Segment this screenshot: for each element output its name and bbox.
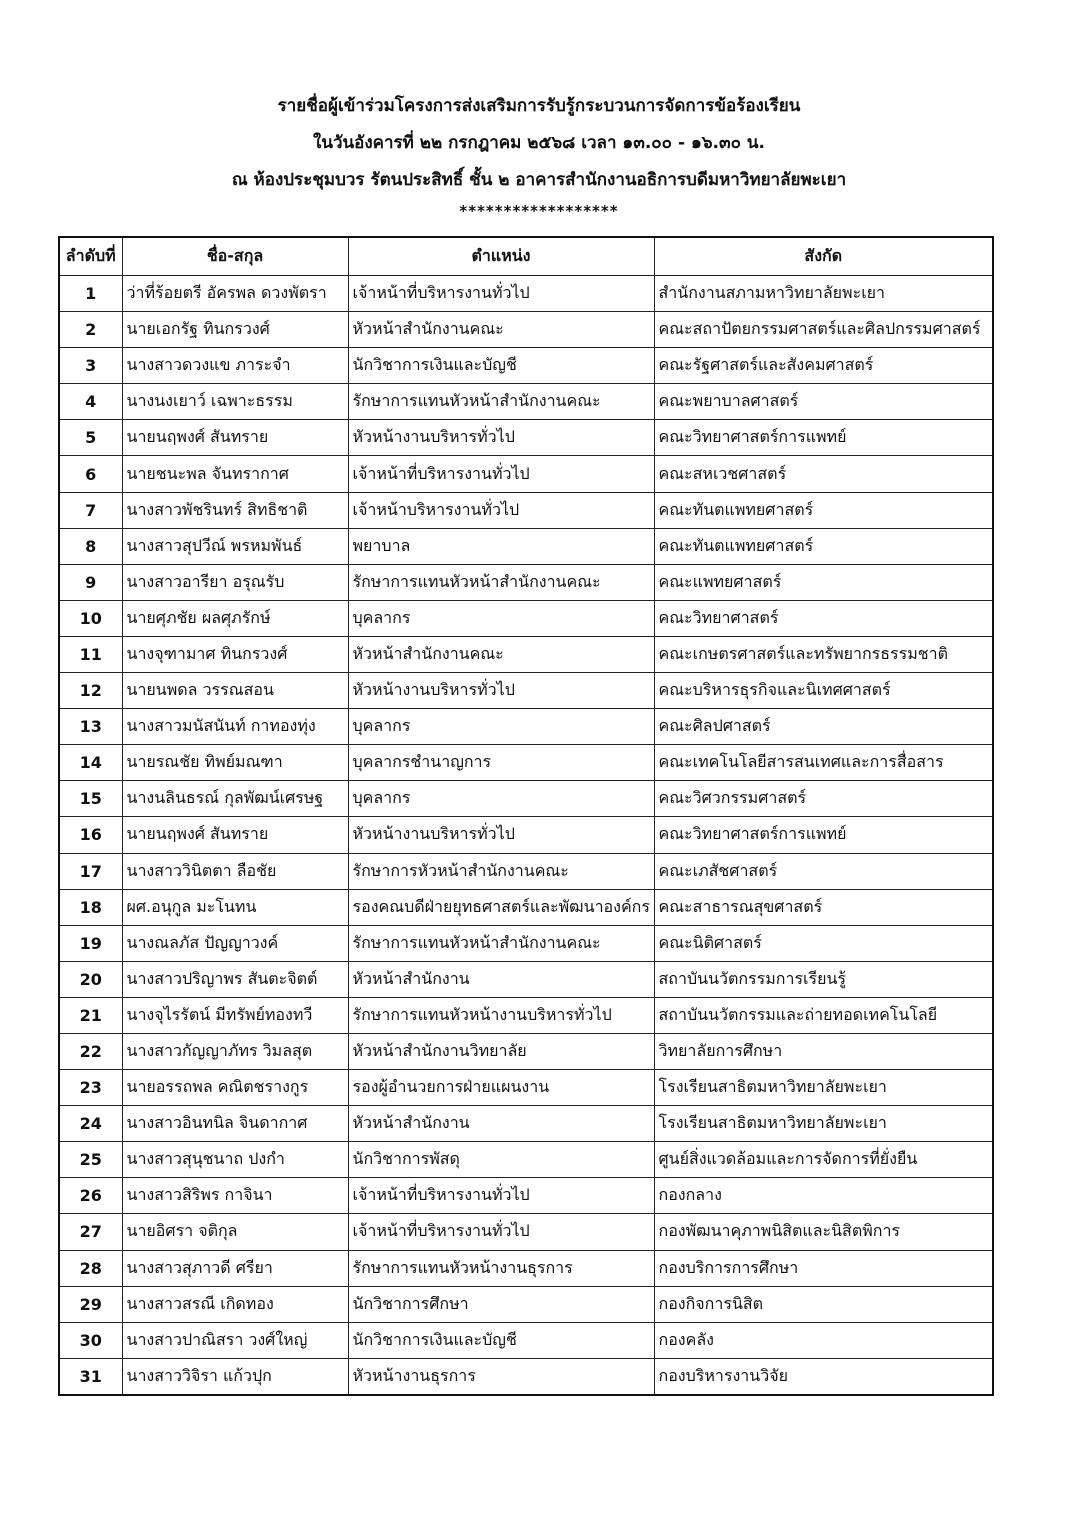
- participant-position: รองคณบดีฝ่ายยุทธศาสตร์และพัฒนาองค์กร: [348, 889, 654, 925]
- participant-position: บุคลากร: [348, 600, 654, 636]
- participant-name: ว่าที่ร้อยตรี อัครพล ดวงพัตรา: [122, 276, 348, 312]
- table-row: [59, 889, 993, 925]
- participant-name: ผศ.อนุกูล มะโนทน: [122, 889, 348, 925]
- participant-name: นายนฤพงศ์ สันทราย: [122, 420, 348, 456]
- participant-name: นางสาวสุนุชนาถ ปงกำ: [122, 1142, 348, 1178]
- participant-affiliation: สถาบันนวัตกรรมและถ่ายทอดเทคโนโลยี: [654, 997, 993, 1033]
- participant-position: รักษาการแทนหัวหน้าสำนักงานคณะ: [348, 564, 654, 600]
- table-row: [59, 1322, 993, 1358]
- row-number: 16: [59, 817, 122, 853]
- participant-position: รักษาการแทนหัวหน้าสำนักงานคณะ: [348, 384, 654, 420]
- table-row: [59, 1070, 993, 1106]
- participant-position: หัวหน้าสำนักงาน: [348, 961, 654, 997]
- participant-name: นางสาวอารียา อรุณรับ: [122, 564, 348, 600]
- participant-affiliation: คณะวิทยาศาสตร์การแพทย์: [654, 420, 993, 456]
- asterisk-separator: ******************: [459, 202, 619, 220]
- row-number: 27: [59, 1214, 122, 1250]
- table-row: [59, 1142, 993, 1178]
- participant-position: เจ้าหน้าที่บริหารงานทั่วไป: [348, 276, 654, 312]
- participant-affiliation: คณะสาธารณสุขศาสตร์: [654, 889, 993, 925]
- participant-position: หัวหน้าสำนักงานคณะ: [348, 636, 654, 672]
- participant-affiliation: สำนักงานสภามหาวิทยาลัยพะเยา: [654, 276, 993, 312]
- participant-affiliation: คณะศิลปศาสตร์: [654, 709, 993, 745]
- participant-name: นางนงเยาว์ เฉพาะธรรม: [122, 384, 348, 420]
- participant-position: หัวหน้างานบริหารทั่วไป: [348, 420, 654, 456]
- table-row: [59, 709, 993, 745]
- table-row: [59, 1033, 993, 1069]
- participant-affiliation: โรงเรียนสาธิตมหาวิทยาลัยพะเยา: [654, 1106, 993, 1142]
- row-number: 30: [59, 1322, 122, 1358]
- row-number: 3: [59, 348, 122, 384]
- table-body: [59, 276, 993, 1395]
- participant-position: เจ้าหน้าที่บริหารงานทั่วไป: [348, 456, 654, 492]
- table-row: [59, 276, 993, 312]
- document-title: รายชื่อผู้เข้าร่วมโครงการส่งเสริมการรับรู้กระบวนการจัดการข้อร้องเรียน: [277, 96, 801, 116]
- participant-affiliation: คณะเภสัชศาสตร์: [654, 853, 993, 889]
- table-row: [59, 600, 993, 636]
- participant-name: นางสาวกัญญาภัทร วิมลสุต: [122, 1033, 348, 1069]
- row-number: 4: [59, 384, 122, 420]
- table-row: [59, 1358, 993, 1395]
- participant-name: นางสาวดวงแข ภาระจำ: [122, 348, 348, 384]
- participant-position: บุคลากรชำนาญการ: [348, 745, 654, 781]
- participant-name: นางสาวปาณิสรา วงศ์ใหญ่: [122, 1322, 348, 1358]
- participant-affiliation: คณะพยาบาลศาสตร์: [654, 384, 993, 420]
- row-number: 13: [59, 709, 122, 745]
- participant-position: พยาบาล: [348, 528, 654, 564]
- participant-affiliation: ศูนย์สิ่งแวดล้อมและการจัดการที่ยั่งยืน: [654, 1142, 993, 1178]
- column-header-name: ชื่อ-สกุล: [122, 237, 348, 276]
- participant-name: นางสาวมนัสนันท์ กาทองทุ่ง: [122, 709, 348, 745]
- row-number: 5: [59, 420, 122, 456]
- participant-position: รักษาการแทนหัวหน้างานบริหารทั่วไป: [348, 997, 654, 1033]
- row-number: 14: [59, 745, 122, 781]
- participant-position: รักษาการหัวหน้าสำนักงานคณะ: [348, 853, 654, 889]
- participant-position: นักวิชาการพัสดุ: [348, 1142, 654, 1178]
- table-row: [59, 312, 993, 348]
- participant-affiliation: กองบริหารงานวิจัย: [654, 1358, 993, 1395]
- row-number: 9: [59, 564, 122, 600]
- participant-position: เจ้าหน้าที่บริหารงานทั่วไป: [348, 1178, 654, 1214]
- row-number: 15: [59, 781, 122, 817]
- table-row: [59, 997, 993, 1033]
- participant-affiliation: กองคลัง: [654, 1322, 993, 1358]
- participant-position: รักษาการแทนหัวหน้างานธุรการ: [348, 1250, 654, 1286]
- participant-name: นางจุไรรัตน์ มีทรัพย์ทองทวี: [122, 997, 348, 1033]
- participant-position: บุคลากร: [348, 709, 654, 745]
- table-row: [59, 853, 993, 889]
- table-row: [59, 420, 993, 456]
- participant-affiliation: สถาบันนวัตกรรมการเรียนรู้: [654, 961, 993, 997]
- table-row: [59, 925, 993, 961]
- participant-name: นางสาวสรณี เกิดทอง: [122, 1286, 348, 1322]
- table-row: [59, 1286, 993, 1322]
- table-row: [59, 745, 993, 781]
- participant-position: หัวหน้างานบริหารทั่วไป: [348, 817, 654, 853]
- participant-affiliation: คณะวิทยาศาสตร์การแพทย์: [654, 817, 993, 853]
- table-row: [59, 673, 993, 709]
- row-number: 31: [59, 1358, 122, 1395]
- row-number: 26: [59, 1178, 122, 1214]
- participant-table: [58, 236, 994, 1396]
- participant-position: เจ้าหน้าบริหารงานทั่วไป: [348, 492, 654, 528]
- row-number: 19: [59, 925, 122, 961]
- participant-name: นางสาวพัชรินทร์ สิทธิชาติ: [122, 492, 348, 528]
- participant-position: หัวหน้าสำนักงานคณะ: [348, 312, 654, 348]
- row-number: 22: [59, 1033, 122, 1069]
- participant-position: รักษาการแทนหัวหน้าสำนักงานคณะ: [348, 925, 654, 961]
- table-row: [59, 456, 993, 492]
- row-number: 18: [59, 889, 122, 925]
- row-number: 8: [59, 528, 122, 564]
- table-row: [59, 492, 993, 528]
- participant-name: นางสาววิจิรา แก้วปุก: [122, 1358, 348, 1395]
- table-row: [59, 1250, 993, 1286]
- participant-position: หัวหน้าสำนักงาน: [348, 1106, 654, 1142]
- participant-name: นายอิศรา จติกุล: [122, 1214, 348, 1250]
- participant-position: นักวิชาการเงินและบัญชี: [348, 1322, 654, 1358]
- participant-affiliation: คณะนิติศาสตร์: [654, 925, 993, 961]
- participant-affiliation: โรงเรียนสาธิตมหาวิทยาลัยพะเยา: [654, 1070, 993, 1106]
- participant-name: นางสาวสุภาวดี ศรียา: [122, 1250, 348, 1286]
- table-row: [59, 1178, 993, 1214]
- table-row: [59, 817, 993, 853]
- participant-affiliation: คณะวิทยาศาสตร์: [654, 600, 993, 636]
- participant-position: นักวิชาการศึกษา: [348, 1286, 654, 1322]
- event-location: ณ ห้องประชุมบวร รัตนประสิทธิ์ ชั้น ๒ อาคารสำนักงานอธิการบดีมหาวิทยาลัยพะเยา: [231, 170, 847, 190]
- row-number: 17: [59, 853, 122, 889]
- table-row: [59, 1214, 993, 1250]
- participant-name: นางสาวปริญาพร สันตะจิตต์: [122, 961, 348, 997]
- participant-name: นายเอกรัฐ ทินกรวงศ์: [122, 312, 348, 348]
- participant-affiliation: คณะทันตแพทยศาสตร์: [654, 492, 993, 528]
- row-number: 28: [59, 1250, 122, 1286]
- participant-affiliation: คณะเทคโนโลยีสารสนเทศและการสื่อสาร: [654, 745, 993, 781]
- participant-name: นายศุภชัย ผลศุภรักษ์: [122, 600, 348, 636]
- participant-affiliation: คณะทันตแพทยศาสตร์: [654, 528, 993, 564]
- table-row: [59, 384, 993, 420]
- participant-name: นายนพดล วรรณสอน: [122, 673, 348, 709]
- participant-name: นางสาววินิตตา ลือชัย: [122, 853, 348, 889]
- table-row: [59, 781, 993, 817]
- row-number: 21: [59, 997, 122, 1033]
- participant-position: หัวหน้างานธุรการ: [348, 1358, 654, 1395]
- participant-name: นายรณชัย ทิพย์มณฑา: [122, 745, 348, 781]
- participant-affiliation: คณะวิศวกรรมศาสตร์: [654, 781, 993, 817]
- participant-position: บุคลากร: [348, 781, 654, 817]
- participant-name: นายอรรถพล คณิตชรางกูร: [122, 1070, 348, 1106]
- table-row: [59, 528, 993, 564]
- participant-name: นายนฤพงศ์ สันทราย: [122, 817, 348, 853]
- participant-name: นางนลินธรณ์ กุลพัฒน์เศรษฐ: [122, 781, 348, 817]
- table-row: [59, 961, 993, 997]
- row-number: 1: [59, 276, 122, 312]
- row-number: 12: [59, 673, 122, 709]
- participant-affiliation: คณะสหเวชศาสตร์: [654, 456, 993, 492]
- participant-position: เจ้าหน้าที่บริหารงานทั่วไป: [348, 1214, 654, 1250]
- participant-affiliation: กองบริการการศึกษา: [654, 1250, 993, 1286]
- participant-affiliation: คณะสถาปัตยกรรมศาสตร์และศิลปกรรมศาสตร์: [654, 312, 993, 348]
- participant-name: นายชนะพล จันทรากาศ: [122, 456, 348, 492]
- row-number: 25: [59, 1142, 122, 1178]
- document-header: [0, 88, 1078, 223]
- row-number: 20: [59, 961, 122, 997]
- row-number: 11: [59, 636, 122, 672]
- row-number: 6: [59, 456, 122, 492]
- row-number: 2: [59, 312, 122, 348]
- row-number: 7: [59, 492, 122, 528]
- column-header-position: ตำแหน่ง: [348, 237, 654, 276]
- participant-position: หัวหน้าสำนักงานวิทยาลัย: [348, 1033, 654, 1069]
- table-row: [59, 1106, 993, 1142]
- participant-affiliation: คณะรัฐศาสตร์และสังคมศาสตร์: [654, 348, 993, 384]
- participant-affiliation: กองพัฒนาคุภาพนิสิตและนิสิตพิการ: [654, 1214, 993, 1250]
- participant-affiliation: คณะแพทยศาสตร์: [654, 564, 993, 600]
- column-header-number: ลำดับที่: [59, 237, 122, 276]
- participant-affiliation: คณะเกษตรศาสตร์และทรัพยากรธรรมชาติ: [654, 636, 993, 672]
- row-number: 10: [59, 600, 122, 636]
- participant-affiliation: กองกิจการนิสิต: [654, 1286, 993, 1322]
- row-number: 24: [59, 1106, 122, 1142]
- participant-position: รองผู้อำนวยการฝ่ายแผนงาน: [348, 1070, 654, 1106]
- row-number: 29: [59, 1286, 122, 1322]
- participant-name: นางสาวอินทนิล จินดากาศ: [122, 1106, 348, 1142]
- table-row: [59, 564, 993, 600]
- participant-affiliation: คณะบริหารธุรกิจและนิเทศศาสตร์: [654, 673, 993, 709]
- participant-name: นางจุฑามาศ ทินกรวงศ์: [122, 636, 348, 672]
- table-row: [59, 348, 993, 384]
- participant-position: หัวหน้างานบริหารทั่วไป: [348, 673, 654, 709]
- participant-name: นางสาวสิริพร กาจินา: [122, 1178, 348, 1214]
- participant-position: นักวิชาการเงินและบัญชี: [348, 348, 654, 384]
- participant-affiliation: กองกลาง: [654, 1178, 993, 1214]
- table-row: [59, 636, 993, 672]
- event-date-time: ในวันอังคารที่ ๒๒ กรกฎาคม ๒๕๖๘ เวลา ๑๓.๐๐ - ๑๖.๓๐ น.: [313, 133, 765, 153]
- table-header-row: [59, 237, 993, 276]
- participant-name: นางสาวสุปวีณ์ พรหมพันธ์: [122, 528, 348, 564]
- row-number: 23: [59, 1070, 122, 1106]
- column-header-affiliation: สังกัด: [654, 237, 993, 276]
- participant-name: นางณลภัส ปัญญาวงค์: [122, 925, 348, 961]
- participant-affiliation: วิทยาลัยการศึกษา: [654, 1033, 993, 1069]
